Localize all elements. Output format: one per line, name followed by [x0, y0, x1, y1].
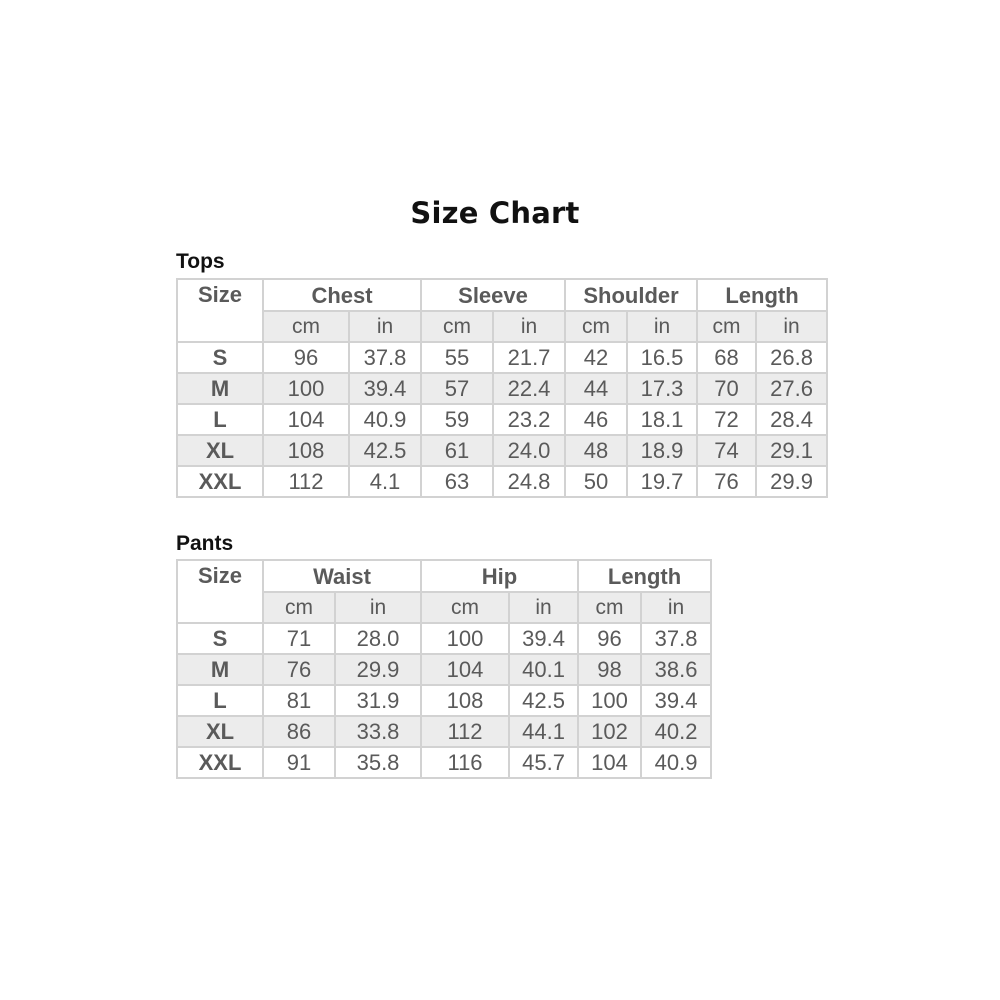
value-cell: 27.6	[756, 373, 827, 404]
pants-hip-header: Hip	[421, 560, 578, 592]
value-cell: 44.1	[509, 716, 578, 747]
value-cell: 100	[421, 623, 509, 654]
table-row	[177, 685, 711, 716]
pants-group-header-row	[177, 560, 711, 592]
value-cell: 44	[565, 373, 627, 404]
tops-sleeve-header: Sleeve	[421, 279, 565, 311]
value-cell: 23.2	[493, 404, 565, 435]
value-cell: 104	[578, 747, 641, 778]
value-cell: 39.4	[641, 685, 711, 716]
value-cell: 100	[263, 373, 349, 404]
page-title: Size Chart	[410, 196, 580, 230]
value-cell: 100	[578, 685, 641, 716]
unit-cell: in	[509, 592, 578, 623]
value-cell: 38.6	[641, 654, 711, 685]
value-cell: 96	[578, 623, 641, 654]
tops-shoulder-header: Shoulder	[565, 279, 697, 311]
unit-cell: in	[756, 311, 827, 342]
value-cell: 70	[697, 373, 756, 404]
value-cell: 116	[421, 747, 509, 778]
value-cell: 96	[263, 342, 349, 373]
value-cell: 33.8	[335, 716, 421, 747]
value-cell: 19.7	[627, 466, 697, 497]
tops-group-header-row	[177, 279, 827, 311]
value-cell: 21.7	[493, 342, 565, 373]
table-row	[177, 747, 711, 778]
unit-cell: cm	[263, 592, 335, 623]
value-cell: 76	[263, 654, 335, 685]
value-cell: 24.0	[493, 435, 565, 466]
value-cell: 42	[565, 342, 627, 373]
tops-size-table	[176, 278, 828, 498]
value-cell: 40.1	[509, 654, 578, 685]
value-cell: 37.8	[641, 623, 711, 654]
value-cell: 91	[263, 747, 335, 778]
value-cell: 45.7	[509, 747, 578, 778]
unit-cell: in	[349, 311, 421, 342]
value-cell: 46	[565, 404, 627, 435]
value-cell: 42.5	[349, 435, 421, 466]
value-cell: 29.9	[335, 654, 421, 685]
value-cell: 63	[421, 466, 493, 497]
value-cell: 16.5	[627, 342, 697, 373]
value-cell: 29.1	[756, 435, 827, 466]
value-cell: 22.4	[493, 373, 565, 404]
pants-waist-header: Waist	[263, 560, 421, 592]
value-cell: 55	[421, 342, 493, 373]
value-cell: 108	[263, 435, 349, 466]
value-cell: 86	[263, 716, 335, 747]
value-cell: 48	[565, 435, 627, 466]
tops-section-label: Tops	[176, 250, 225, 273]
table-row	[177, 435, 827, 466]
unit-cell: cm	[697, 311, 756, 342]
table-row	[177, 342, 827, 373]
pants-section-label: Pants	[176, 532, 234, 555]
value-cell: 76	[697, 466, 756, 497]
value-cell: 42.5	[509, 685, 578, 716]
table-row	[177, 716, 711, 747]
value-cell: 35.8	[335, 747, 421, 778]
unit-cell: cm	[421, 311, 493, 342]
unit-cell: cm	[578, 592, 641, 623]
size-cell: XXL	[177, 747, 263, 778]
value-cell: 40.9	[349, 404, 421, 435]
value-cell: 61	[421, 435, 493, 466]
value-cell: 31.9	[335, 685, 421, 716]
value-cell: 4.1	[349, 466, 421, 497]
size-cell: S	[177, 623, 263, 654]
table-row	[177, 404, 827, 435]
size-cell: M	[177, 654, 263, 685]
value-cell: 112	[421, 716, 509, 747]
tops-size-header: Size	[177, 279, 263, 342]
value-cell: 102	[578, 716, 641, 747]
unit-cell: in	[493, 311, 565, 342]
value-cell: 40.9	[641, 747, 711, 778]
unit-cell: in	[335, 592, 421, 623]
value-cell: 28.4	[756, 404, 827, 435]
value-cell: 50	[565, 466, 627, 497]
value-cell: 40.2	[641, 716, 711, 747]
pants-size-header: Size	[177, 560, 263, 623]
unit-cell: cm	[263, 311, 349, 342]
value-cell: 29.9	[756, 466, 827, 497]
size-cell: XL	[177, 435, 263, 466]
tops-length-header: Length	[697, 279, 827, 311]
value-cell: 39.4	[509, 623, 578, 654]
value-cell: 26.8	[756, 342, 827, 373]
value-cell: 74	[697, 435, 756, 466]
value-cell: 68	[697, 342, 756, 373]
value-cell: 28.0	[335, 623, 421, 654]
table-row	[177, 623, 711, 654]
value-cell: 71	[263, 623, 335, 654]
value-cell: 17.3	[627, 373, 697, 404]
pants-length-header: Length	[578, 560, 711, 592]
size-cell: S	[177, 342, 263, 373]
value-cell: 104	[421, 654, 509, 685]
size-cell: XXL	[177, 466, 263, 497]
value-cell: 37.8	[349, 342, 421, 373]
unit-cell: cm	[565, 311, 627, 342]
tops-chest-header: Chest	[263, 279, 421, 311]
value-cell: 24.8	[493, 466, 565, 497]
value-cell: 72	[697, 404, 756, 435]
value-cell: 104	[263, 404, 349, 435]
unit-cell: in	[641, 592, 711, 623]
pants-size-table	[176, 559, 712, 779]
value-cell: 18.1	[627, 404, 697, 435]
value-cell: 18.9	[627, 435, 697, 466]
unit-cell: cm	[421, 592, 509, 623]
value-cell: 98	[578, 654, 641, 685]
value-cell: 57	[421, 373, 493, 404]
value-cell: 39.4	[349, 373, 421, 404]
size-cell: M	[177, 373, 263, 404]
value-cell: 112	[263, 466, 349, 497]
table-row	[177, 373, 827, 404]
size-cell: L	[177, 685, 263, 716]
size-cell: L	[177, 404, 263, 435]
unit-cell: in	[627, 311, 697, 342]
value-cell: 81	[263, 685, 335, 716]
table-row	[177, 654, 711, 685]
value-cell: 59	[421, 404, 493, 435]
value-cell: 108	[421, 685, 509, 716]
tops-units-row	[177, 311, 827, 342]
size-cell: XL	[177, 716, 263, 747]
table-row	[177, 466, 827, 497]
